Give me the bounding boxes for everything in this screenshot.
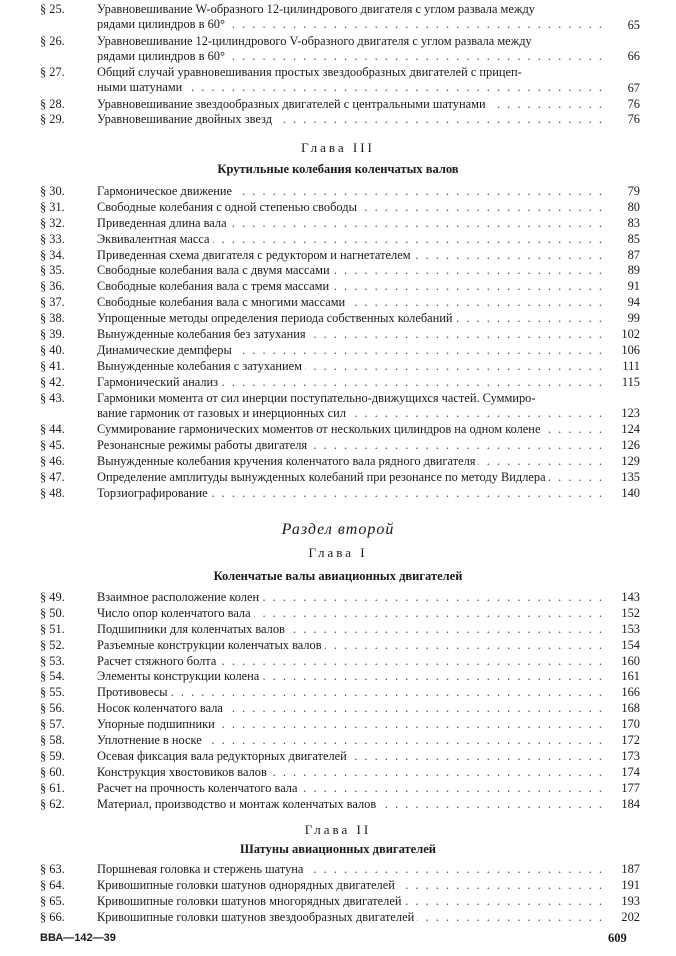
- toc-entry: [40, 34, 640, 66]
- toc-page-number: 123: [621, 406, 640, 421]
- section-title: [97, 622, 604, 637]
- section-title: [97, 279, 604, 294]
- section-title: [97, 749, 604, 764]
- section-title-line: Взаимное расположение колен: [97, 590, 262, 604]
- section-number: § 63.: [40, 862, 65, 876]
- toc-entry: [40, 248, 640, 264]
- section-title: [97, 685, 604, 700]
- section-title-line: Вынужденные колебания с затуханием: [97, 359, 305, 373]
- section-title-line: Общий случай уравновешивания простых звездообразных двигателей с прицеп-: [97, 65, 526, 79]
- toc-page-number: 143: [621, 590, 640, 604]
- toc-page-number: 140: [621, 485, 640, 500]
- toc-page-number: 115: [621, 374, 640, 389]
- section-title-line: Упрощенные методы определения периода собственных колебаний: [97, 311, 456, 325]
- section-title-line: Кривошипные головки шатунов звездообразных двигателей: [97, 910, 417, 924]
- toc-entry: [40, 717, 640, 733]
- section-title-line: Уравновешивание двойных звезд: [97, 112, 275, 126]
- section-number: § 50.: [40, 605, 65, 620]
- section-title: [97, 486, 604, 501]
- section-title-line: Приведенная схема двигателя с редуктором и нагнетателем: [97, 248, 414, 262]
- section-number: § 33.: [40, 231, 65, 246]
- section-title: [97, 862, 604, 877]
- section-title: [97, 391, 604, 421]
- section-number: § 54.: [40, 669, 65, 684]
- toc-page-number: 184: [621, 796, 640, 811]
- toc-page-number: 172: [621, 733, 640, 748]
- toc-entry: [40, 654, 640, 670]
- section-number: § 56.: [40, 701, 65, 716]
- toc-page-number: 191: [621, 877, 640, 892]
- section-title-line: рядами цилиндров в 60°: [97, 49, 228, 63]
- section-title-line: Число опор коленчатого вала: [97, 606, 254, 620]
- section-title: [97, 894, 604, 909]
- section-number: § 35.: [40, 263, 65, 278]
- section-number: § 64.: [40, 877, 65, 892]
- toc-entry: [40, 295, 640, 311]
- toc-page-number: 202: [621, 909, 640, 924]
- toc-entry: [40, 470, 640, 486]
- section-title-line: Свободные колебания вала с многими массами: [97, 295, 348, 309]
- section-title: [97, 359, 604, 374]
- section-title: [97, 910, 604, 925]
- toc-entry: [40, 910, 640, 926]
- section-number: § 62.: [40, 796, 65, 811]
- section-title: [97, 717, 604, 732]
- section-title-line: Эквивалентная масса: [97, 232, 213, 246]
- section-title-line: Гармоническое движение: [97, 184, 235, 198]
- toc-entry: [40, 391, 640, 423]
- section-title-line: Носок коленчатого вала: [97, 701, 226, 715]
- toc-page-number: 94: [627, 295, 640, 310]
- toc-page-number: 126: [621, 437, 640, 452]
- toc-entry: [40, 422, 640, 438]
- section-title-line: Конструкция хвостовиков валов: [97, 765, 270, 779]
- toc-entry: [40, 797, 640, 813]
- section-title-line: Элементы конструкции колена: [97, 669, 262, 683]
- section-title: [97, 216, 604, 231]
- toc-page-number: 99: [627, 311, 640, 326]
- section-number: § 28.: [40, 96, 65, 111]
- section-title: [97, 112, 604, 127]
- toc-entry: [40, 375, 640, 391]
- toc-page-number: 187: [621, 862, 640, 876]
- section-title: [97, 654, 604, 669]
- section-title-line: Материал, производство и монтаж коленчатых валов: [97, 797, 379, 811]
- section-title-line: Уравновешивание W-образного 12-цилиндрового двигателя с углом развала между: [97, 2, 539, 16]
- toc-page-number: 91: [627, 279, 640, 294]
- toc-page-number: 76: [627, 96, 640, 111]
- section-number: § 41.: [40, 358, 65, 373]
- chapter-heading: Глава II: [304, 822, 372, 837]
- toc-page-number: 135: [621, 469, 640, 484]
- toc-page-number: 173: [621, 748, 640, 763]
- section-number: § 26.: [40, 33, 65, 48]
- section-title: [97, 327, 604, 342]
- toc-entry: [40, 606, 640, 622]
- section-title-line: Поршневая головка и стержень шатуна: [97, 862, 306, 876]
- section-title-line: рядами цилиндров в 60°: [97, 17, 228, 31]
- section-number: § 51.: [40, 621, 65, 636]
- toc-entry: [40, 765, 640, 781]
- section-number: § 60.: [40, 764, 65, 779]
- section-title-line: Суммирование гармонических моментов от нескольких цилиндров на одном колене: [97, 422, 543, 436]
- section-number: § 30.: [40, 184, 65, 198]
- toc-page-number: 67: [627, 80, 640, 95]
- toc-page-number: 66: [627, 49, 640, 63]
- toc-page-number: 89: [627, 263, 640, 278]
- section-title-line: Противовесы: [97, 685, 171, 699]
- section-number: § 53.: [40, 653, 65, 668]
- toc-page-number: 80: [627, 199, 640, 214]
- toc-entry: [40, 622, 640, 638]
- section-title: [97, 797, 604, 812]
- toc-entry: [40, 263, 640, 279]
- toc-page-number: 160: [621, 653, 640, 668]
- section-title-line: Уплотнение в носке: [97, 733, 205, 747]
- section-title: [97, 638, 604, 653]
- toc-entry: [40, 2, 640, 34]
- section-number: § 66.: [40, 909, 65, 924]
- toc-page-number: 129: [621, 453, 640, 468]
- toc-list-part2-chapter-2: [40, 862, 640, 926]
- toc-entry: [40, 311, 640, 327]
- toc-entry: [40, 343, 640, 359]
- toc-entry: [40, 454, 640, 470]
- section-title-line: Торзиографирование: [97, 486, 211, 500]
- section-number: § 65.: [40, 893, 65, 908]
- toc-page-number: 85: [627, 231, 640, 246]
- toc-page-number: 111: [622, 358, 640, 373]
- section-title: [97, 590, 604, 605]
- toc-entry: [40, 669, 640, 685]
- section-title: [97, 765, 604, 780]
- section-number: § 25.: [40, 2, 65, 16]
- section-title: [97, 701, 604, 716]
- toc-page-number: 166: [621, 685, 640, 700]
- section-number: § 36.: [40, 279, 65, 294]
- section-title: [97, 184, 604, 199]
- toc-page-number: 102: [621, 327, 640, 342]
- toc-page-number: 65: [627, 17, 640, 32]
- section-title-line: Расчет на прочность коленчатого вала: [97, 781, 300, 795]
- section-title: [97, 65, 604, 95]
- section-number: § 58.: [40, 733, 65, 748]
- toc-entry: [40, 862, 640, 878]
- toc-page-number: 87: [627, 247, 640, 262]
- toc-entry: [40, 279, 640, 295]
- section-title-line: Приведенная длина вала: [97, 216, 230, 230]
- section-title: [97, 470, 604, 485]
- section-number: § 46.: [40, 453, 65, 468]
- part-heading: Раздел второй: [281, 521, 395, 538]
- toc-entry: [40, 65, 640, 97]
- toc-list-chapter-2-end: [40, 2, 640, 128]
- section-number: § 49.: [40, 590, 65, 604]
- section-title-line: ными шатунами: [97, 80, 185, 94]
- section-title: [97, 422, 604, 437]
- section-title: [97, 343, 604, 358]
- section-number: § 27.: [40, 65, 65, 79]
- section-number: § 55.: [40, 685, 65, 700]
- toc-entry: [40, 638, 640, 654]
- toc-entry: [40, 894, 640, 910]
- section-number: § 39.: [40, 327, 65, 342]
- section-title-line: Кривошипные головки шатунов однорядных двигателей: [97, 878, 398, 892]
- section-title: [97, 781, 604, 796]
- toc-entry: [40, 184, 640, 200]
- section-number: § 52.: [40, 637, 65, 652]
- toc-list-chapter-3: [40, 184, 640, 502]
- page-number: 609: [608, 931, 627, 945]
- toc-entry: [40, 781, 640, 797]
- section-title: [97, 454, 604, 469]
- section-title-line: Осевая фиксация вала редукторных двигателей: [97, 749, 350, 763]
- section-number: § 40.: [40, 342, 65, 357]
- toc-page-number: 124: [621, 422, 640, 437]
- chapter-title: Коленчатые валы авиационных двигателей: [213, 569, 463, 583]
- toc-page-number: 83: [627, 215, 640, 230]
- toc-page-number: 76: [627, 112, 640, 127]
- toc-page-number: 106: [621, 342, 640, 357]
- toc-page-number: 161: [621, 669, 640, 684]
- section-title-line: Динамические демпферы: [97, 343, 235, 357]
- toc-entry: [40, 749, 640, 765]
- toc-entry: [40, 733, 640, 749]
- toc-page-number: 170: [621, 717, 640, 732]
- section-number: § 44.: [40, 422, 65, 437]
- toc-entry: [40, 327, 640, 343]
- section-title: [97, 733, 604, 748]
- section-title: [97, 438, 604, 453]
- section-title-line: Упорные подшипники: [97, 717, 218, 731]
- section-number: § 38.: [40, 311, 65, 326]
- section-title: [97, 200, 604, 215]
- section-title-line: Резонансные режимы работы двигателя: [97, 438, 310, 452]
- section-number: § 42.: [40, 374, 65, 389]
- toc-page-number: 174: [621, 764, 640, 779]
- section-number: § 37.: [40, 295, 65, 310]
- toc-entry: [40, 200, 640, 216]
- section-title: [97, 311, 604, 326]
- toc-entry: [40, 590, 640, 606]
- toc-page-number: 79: [627, 184, 640, 198]
- toc-entry: [40, 701, 640, 717]
- chapter-title: Крутильные колебания коленчатых валов: [217, 162, 459, 176]
- section-number: § 47.: [40, 469, 65, 484]
- section-number: § 31.: [40, 199, 65, 214]
- section-title: [97, 878, 604, 893]
- toc-page-number: 177: [621, 780, 640, 795]
- section-number: § 29.: [40, 112, 65, 127]
- chapter-heading: Глава I: [308, 545, 368, 560]
- section-title-line: Подшипники для коленчатых валов: [97, 622, 288, 636]
- section-title-line: Вынужденные колебания без затухания: [97, 327, 309, 341]
- toc-entry: [40, 685, 640, 701]
- section-title-line: Кривошипные головки шатунов многорядных двигателей: [97, 894, 405, 908]
- section-title: [97, 606, 604, 621]
- section-title-line: вание гармоник от газовых и инерционных сил: [97, 406, 349, 420]
- section-title: [97, 232, 604, 247]
- section-number: § 61.: [40, 780, 65, 795]
- toc-entry: [40, 359, 640, 375]
- section-title: [97, 375, 604, 390]
- section-title: [97, 248, 604, 263]
- toc-entry: [40, 486, 640, 502]
- section-number: § 57.: [40, 717, 65, 732]
- section-title-line: Свободные колебания вала с двумя массами: [97, 263, 333, 277]
- toc-entry: [40, 232, 640, 248]
- section-number: § 45.: [40, 437, 65, 452]
- section-number: § 43.: [40, 390, 65, 405]
- print-code: ВВА—142—39: [40, 932, 116, 944]
- section-title-line: Гармоники момента от сил инерции поступательно-движущихся частей. Суммиро-: [97, 391, 539, 405]
- section-title: [97, 2, 604, 32]
- toc-entry: [40, 878, 640, 894]
- section-title-line: Уравновешивание 12-цилиндрового V-образного двигателя с углом развала между: [97, 34, 536, 48]
- section-title-line: Свободные колебания с одной степенью свободы: [97, 200, 360, 214]
- toc-page-number: 193: [621, 893, 640, 908]
- toc-page-number: 168: [621, 701, 640, 716]
- section-title: [97, 34, 604, 64]
- section-title-line: Расчет стяжного болта: [97, 654, 219, 668]
- section-number: § 34.: [40, 247, 65, 262]
- section-title-line: Определение амплитуды вынужденных колебаний при резонансе по методу Видлера: [97, 470, 549, 484]
- toc-entry: [40, 112, 640, 128]
- toc-page-number: 154: [621, 637, 640, 652]
- section-title: [97, 263, 604, 278]
- toc-page-number: 152: [621, 605, 640, 620]
- section-title-line: Гармонический анализ: [97, 375, 221, 389]
- section-title: [97, 97, 604, 112]
- section-number: § 32.: [40, 215, 65, 230]
- section-number: § 59.: [40, 748, 65, 763]
- section-title: [97, 669, 604, 684]
- toc-page-number: 153: [621, 621, 640, 636]
- toc-entry: [40, 97, 640, 113]
- chapter-title: Шатуны авиационных двигателей: [240, 842, 436, 856]
- section-title-line: Разъемные конструкции коленчатых валов: [97, 638, 325, 652]
- toc-entry: [40, 438, 640, 454]
- section-title: [97, 295, 604, 310]
- toc-list-part2-chapter-1: [40, 590, 640, 812]
- section-number: § 48.: [40, 485, 65, 500]
- toc-entry: [40, 216, 640, 232]
- chapter-heading: Глава III: [301, 140, 375, 155]
- section-title-line: Уравновешивание звездообразных двигателей с центральными шатунами: [97, 97, 489, 111]
- section-title-line: Свободные колебания вала с тремя массами: [97, 279, 332, 293]
- section-title-line: Вынужденные колебания кручения коленчатого вала рядного двигателя: [97, 454, 478, 468]
